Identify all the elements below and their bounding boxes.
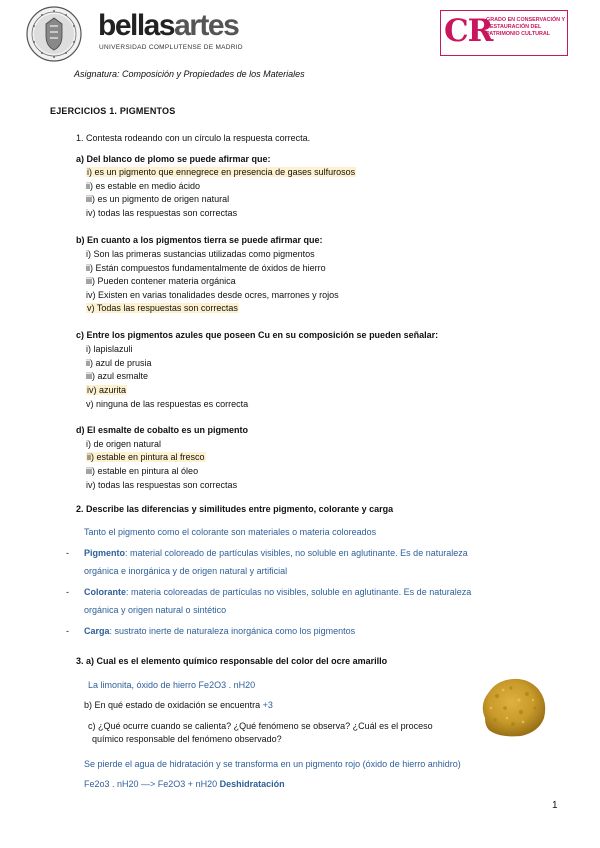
q1c-option-4: [86, 384, 127, 396]
q2-bullet-1: -: [66, 548, 69, 558]
q2-carga-def: : sustrato inerte de naturaleza inorgánica como los pigmentos: [109, 626, 356, 636]
q3c-formula: Fe2o3 . nH20 —> Fe2O3 + nH20: [84, 779, 220, 789]
q2-pigmento-line-1: [84, 547, 468, 559]
q1b-title: b) En cuanto a los pigmentos tierra se puede afirmar que:: [76, 235, 323, 245]
q2-bullet-2: -: [66, 587, 69, 597]
q3c-answer: Se pierde el agua de hidratación y se transforma en un pigmento rojo (óxido de hierro anhidro): [84, 759, 461, 769]
q1-intro: 1. Contesta rodeando con un círculo la respuesta correcta.: [76, 133, 311, 143]
q2-colorante-line-1: [84, 586, 471, 598]
q2-colorante-def-1: : materia coloreadas de partículas no visibles, soluble en aglutinante. Es de naturaleza: [126, 587, 472, 597]
q2-colorante-line-2: orgánica y origen natural o sintético: [84, 605, 227, 615]
q2-pigmento-line-2: orgánica e inorgánica y de origen natural y artificial: [84, 566, 288, 576]
q1c-option-2: ii) azul de prusia: [86, 358, 152, 368]
page-number: 1: [552, 800, 558, 811]
q3b-answer: +3: [262, 700, 273, 710]
q3b-text: b) En qué estado de oxidación se encuentra: [84, 700, 263, 710]
q1d-option-1: i) de origen natural: [86, 439, 162, 449]
q2-intro: Tanto el pigmento como el colorante son materiales o materia coloreados: [84, 527, 377, 537]
q2-pigmento-def-1: : material coloreado de partículas visibles, no soluble en aglutinante. Es de naturaleza: [125, 548, 468, 558]
q1d-option-3: iii) estable en pintura al óleo: [86, 466, 199, 476]
q1a-option-3: iii) es un pigmento de origen natural: [86, 194, 230, 204]
q1d-option-2: [86, 451, 206, 463]
q2-carga-term: Carga: [84, 626, 110, 636]
q1b-option-5: [86, 302, 239, 314]
university-seal-logo: [26, 6, 82, 62]
q1a-title: a) Del blanco de plomo se puede afirmar que:: [76, 154, 271, 164]
q1b-option-5-text: v) Todas las respuestas son correctas: [87, 303, 238, 313]
bellasartes-logo: [98, 9, 239, 42]
q1b-option-4: iv) Existen en varias tonalidades desde ocres, marrones y rojos: [86, 290, 339, 300]
cr-logo-text: GRADO EN CONSERVACIÓN Y RESTAURACIÓN DEL PATRIMONIO CULTURAL: [486, 17, 565, 37]
brand-light: artes: [174, 9, 239, 42]
q1c-option-1: i) lapislazuli: [86, 344, 133, 354]
q1d-option-2-text: ii) estable en pintura al fresco: [87, 452, 205, 462]
q2-colorante-term: Colorante: [84, 587, 127, 597]
q2-bullet-3: -: [66, 626, 69, 636]
q1c-option-3: iii) azul esmalte: [86, 371, 149, 381]
q1a-option-1: [86, 166, 356, 178]
cr-logo-letters: CR: [444, 13, 493, 49]
subject-line: Asignatura: Composición y Propiedades de los Materiales: [74, 69, 305, 79]
q2-title: 2. Describe las diferencias y similitudes entre pigmento, colorante y carga: [76, 504, 394, 514]
q3c-process: Deshidratación: [219, 779, 285, 789]
ochre-pigment-image: [477, 674, 549, 740]
q1c-title: c) Entre los pigmentos azules que poseen Cu en su composición se pueden señalar:: [76, 330, 439, 340]
q1c-option-5: v) ninguna de las respuestas es correcta: [86, 399, 249, 409]
q2-pigmento-term: Pigmento: [84, 548, 126, 558]
q1d-option-4: iv) todas las respuestas son correctas: [86, 480, 238, 490]
section-title: EJERCICIOS 1. PIGMENTOS: [50, 106, 176, 116]
q3-title: 3. a) Cual es el elemento químico responsable del color del ocre amarillo: [76, 656, 388, 666]
q1d-title: d) El esmalte de cobalto es un pigmento: [76, 425, 249, 435]
q3b-line: [84, 699, 273, 711]
q1c-option-4-text: iv) azurita: [87, 385, 127, 395]
brand-subtitle: UNIVERSIDAD COMPLUTENSE DE MADRID: [99, 44, 243, 51]
brand-bold: bellas: [98, 9, 175, 42]
q1a-option-2: ii) es estable en medio ácido: [86, 181, 201, 191]
q3c-text-1: c) ¿Qué ocurre cuando se calienta? ¿Qué fenómeno se observa? ¿Cuál es el proceso: [88, 721, 433, 731]
q3c-text-2: químico responsable del fenómeno observado?: [92, 734, 282, 744]
q2-carga-line: [84, 625, 355, 637]
q3c-formula-line: [84, 778, 285, 790]
q1a-option-1-text: i) es un pigmento que ennegrece en presencia de gases sulfurosos: [87, 167, 356, 177]
q1b-option-1: i) Son las primeras sustancias utilizadas como pigmentos: [86, 249, 315, 259]
q1a-option-4: iv) todas las respuestas son correctas: [86, 208, 238, 218]
q1b-option-3: iii) Pueden contener materia orgánica: [86, 276, 236, 286]
q1b-option-2: ii) Están compuestos fundamentalmente de óxidos de hierro: [86, 263, 326, 273]
q3a-answer: La limonita, óxido de hierro Fe2O3 . nH20: [88, 680, 256, 690]
